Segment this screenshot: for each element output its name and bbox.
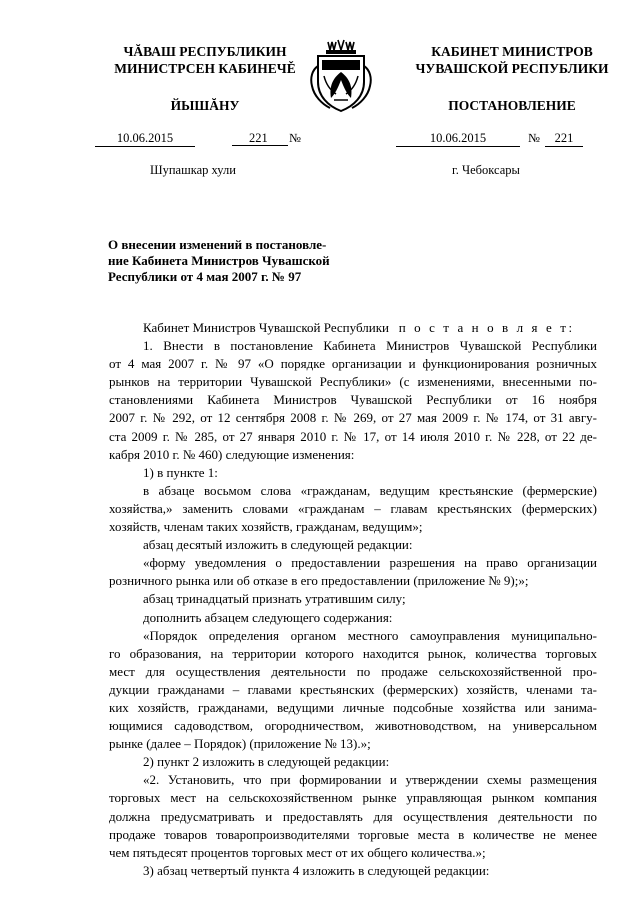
body-line: розничного рынка или об отказе в его предоставлении (приложение № 9);»; (109, 573, 529, 589)
document-body (109, 319, 597, 880)
body-line: 2007 г. № 292, от 12 сентября 2008 г. № 269, от 27 мая 2009 г. № 174, от 31 авгу- (109, 410, 597, 426)
body-line: становлениями Кабинета Министров Чувашской Республики от 16 ноября (109, 392, 597, 408)
right-number-sign: № (528, 131, 540, 145)
body-line: чем пятьдесят процентов торговых мест от их общего количества.»; (109, 844, 486, 860)
body-line: от 4 мая 2007 г. № 97 «О порядке организации и функционирования розничных (109, 356, 597, 372)
body-line: должна предусматривать и предоставлять для осуществления деятельности по (109, 808, 597, 824)
header-left-doc-kind: ЙЫШĂНУ (170, 98, 240, 113)
body-line: торговых мест на сельскохозяйственном рынке управляющая рынком компания (109, 790, 597, 806)
header-right-authority (387, 43, 637, 77)
body-line: ста 2009 г. № 285, от 27 января 2010 г. № 17, от 14 июля 2010 г. № 228, от 22 де- (109, 428, 597, 444)
left-number-sign: № (289, 131, 301, 145)
body-intro: Кабинет Министров Чувашской Республики (143, 320, 389, 335)
body-intro-line (109, 319, 597, 337)
right-number: 221 (545, 132, 583, 147)
header-left-authority (80, 43, 330, 77)
header-right-doc-kind: ПОСТАНОВЛЕНИЕ (448, 98, 576, 113)
left-number: 221 (232, 132, 288, 146)
left-date: 10.06.2015 (95, 132, 195, 147)
title-line-1: О внесении изменений в постановле- (108, 237, 327, 252)
body-line: хозяйства,» заменить словами «гражданам – главам крестьянских (фермерских) (109, 500, 597, 516)
body-line: хозяйств, членам таких хозяйств, гражданам, ведущим»; (109, 519, 423, 535)
right-place: г. Чебоксары (452, 163, 520, 177)
header-right-line-1: КАБИНЕТ МИНИСТРОВ (431, 44, 593, 59)
body-line: рынке (далее – Порядок) (приложение № 13).»; (109, 736, 371, 752)
body-line: 2) пункт 2 изложить в следующей редакции: (143, 754, 390, 770)
body-line: абзац тринадцатый признать утратившим силу; (143, 591, 406, 607)
header-right-line-2: ЧУВАШСКОЙ РЕСПУБЛИКИ (415, 61, 609, 76)
document-title (108, 237, 368, 285)
body-intro-verb: п о с т а н о в л я е т: (398, 320, 575, 335)
body-line: го образования, на территории которого находится рынок, количества торговых (109, 645, 597, 661)
body-line: ких хозяйств, гражданами, ведущими личные подсобные хозяйства или занима- (109, 699, 597, 715)
body-line: «форму уведомления о предоставлении разрешения на право организации (143, 555, 597, 571)
body-line: «Порядок определения органом местного самоуправления муниципально- (143, 627, 597, 643)
body-line: дополнить абзацем следующего содержания: (143, 609, 393, 625)
body-line: дукции гражданами – главами крестьянских (фермерских) хозяйств, членами та- (109, 681, 597, 697)
body-line: «2. Установить, что при формировании и утверждении схемы размещения (143, 772, 597, 788)
body-line: ющимися садоводством, огородничеством, животноводством, на универсальном (109, 718, 597, 734)
body-line: кабря 2010 г. № 460) следующие изменения: (109, 446, 355, 462)
body-line: абзац десятый изложить в следующей редакции: (143, 537, 413, 553)
right-date: 10.06.2015 (396, 132, 520, 147)
left-place: Шупашкар хули (150, 163, 236, 177)
body-line: 1) в пункте 1: (143, 464, 218, 480)
body-line: 1. Внести в постановление Кабинета Министров Чувашской Республики (143, 338, 597, 354)
chuvash-coat-of-arms-icon (304, 38, 378, 114)
title-line-3: Республики от 4 мая 2007 г. № 97 (108, 269, 302, 284)
body-line: мест для осуществления деятельности по продаже сельскохозяйственной про- (109, 663, 597, 679)
body-line: в абзаце восьмом слова «гражданам, ведущим крестьянские (фермерские) (143, 482, 597, 498)
body-line: 3) абзац четвертый пункта 4 изложить в следующей редакции: (143, 862, 490, 878)
body-line: рынков на территории Чувашской Республики» (с изменениями, внесенными по- (109, 374, 597, 390)
header-left-line-2: МИНИСТРСЕН КАБИНЕЧĚ (114, 61, 296, 76)
header-left-line-1: ЧĂВАШ РЕСПУБЛИКИН (123, 44, 287, 59)
title-line-2: ние Кабинета Министров Чувашской (108, 253, 330, 268)
body-line: продаже товаров товаропроизводителями торговые места в количестве не менее (109, 826, 597, 842)
